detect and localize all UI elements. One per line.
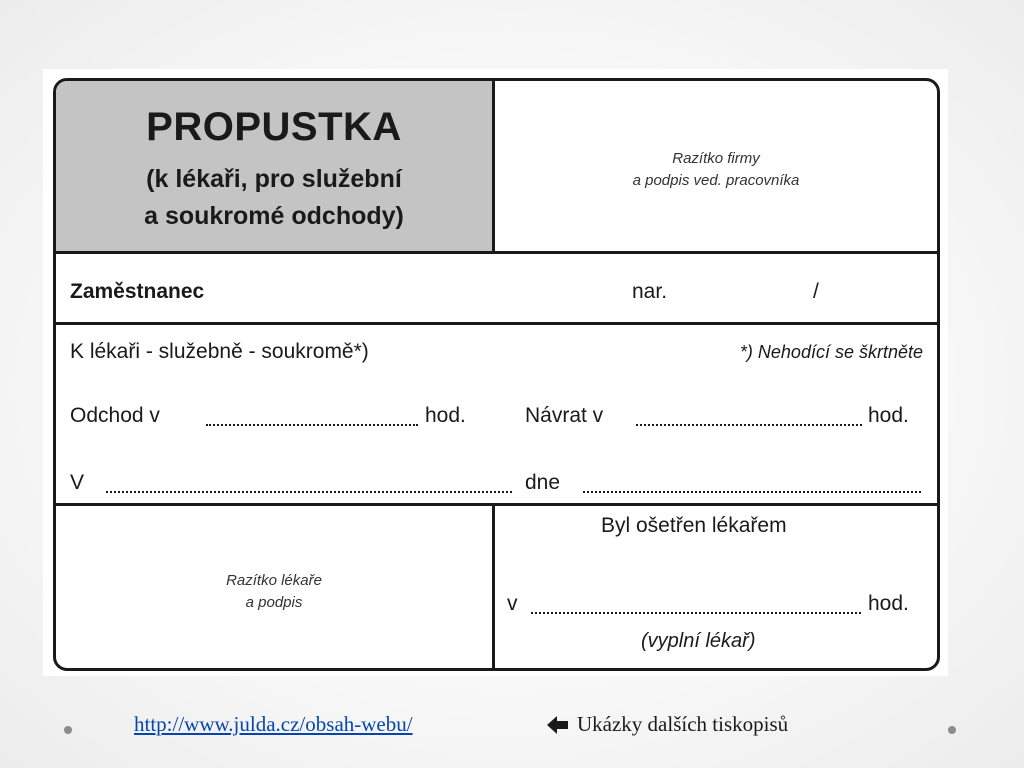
bullet-icon bbox=[64, 726, 72, 734]
bullet-icon-right bbox=[948, 726, 956, 734]
subtitle-line-1: (k lékaři, pro služební bbox=[146, 165, 402, 193]
born-separator: / bbox=[813, 280, 819, 303]
company-stamp-area bbox=[495, 81, 937, 254]
form-title: PROPUSTKA bbox=[146, 105, 402, 149]
company-stamp-line-1: Razítko firmy bbox=[672, 150, 760, 167]
born-label: nar. bbox=[632, 280, 668, 303]
doctor-stamp-area bbox=[56, 506, 495, 668]
date-label: dne bbox=[525, 471, 561, 494]
company-stamp-caption bbox=[495, 148, 937, 192]
doctor-stamp-line-1: Razítko lékaře bbox=[226, 572, 322, 589]
slide-footer bbox=[0, 712, 1024, 742]
reason-section bbox=[56, 325, 937, 506]
doctor-stamp-line-2: a podpis bbox=[245, 594, 303, 611]
date-dots bbox=[583, 491, 921, 493]
return-label: Návrat v bbox=[525, 404, 604, 427]
company-stamp-line-2: a podpis ved. pracovníka bbox=[632, 172, 800, 189]
return-hour-label: hod. bbox=[868, 404, 909, 427]
place-label: V bbox=[70, 471, 85, 494]
departure-time-dots bbox=[206, 424, 418, 426]
treated-hour-label: hod. bbox=[868, 592, 909, 615]
doctor-stamp-caption bbox=[56, 570, 492, 614]
departure-label: Odchod v bbox=[70, 404, 160, 427]
footnote: *) Nehodící se škrtněte bbox=[739, 342, 923, 362]
place-dots bbox=[106, 491, 512, 493]
source-link[interactable]: http://www.julda.cz/obsah-webu/ bbox=[134, 712, 413, 736]
title-box bbox=[56, 81, 495, 254]
subtitle-line-2: a soukromé odchody) bbox=[144, 202, 404, 230]
employee-row bbox=[56, 254, 937, 325]
departure-hour-label: hod. bbox=[425, 404, 466, 427]
left-arrow-icon bbox=[547, 715, 569, 735]
employee-label: Zaměstnanec bbox=[70, 280, 205, 303]
form-subtitle bbox=[56, 161, 492, 235]
return-time-dots bbox=[636, 424, 862, 426]
treated-time-dots bbox=[531, 612, 861, 614]
footer-caption: Ukázky dalších tiskopisů bbox=[577, 712, 789, 736]
doctor-fill-note: (vyplní lékař) bbox=[641, 630, 756, 652]
treated-at-label: v bbox=[507, 592, 518, 615]
treatment-section bbox=[495, 506, 937, 668]
reason-label: K lékaři - služebně - soukromě*) bbox=[70, 340, 369, 363]
treated-label: Byl ošetřen lékařem bbox=[601, 514, 787, 537]
pass-form bbox=[53, 78, 940, 671]
form-image bbox=[43, 69, 948, 676]
